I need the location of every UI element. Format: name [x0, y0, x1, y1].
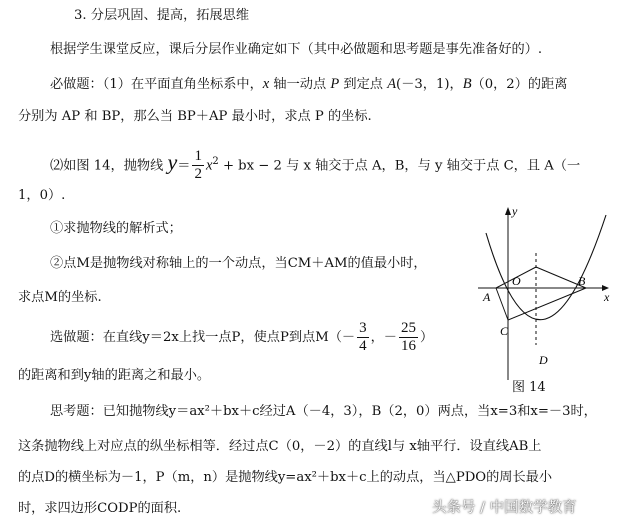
required-p2-line2: 1，0）.	[18, 188, 66, 203]
elective-line1: 选做题：在直线y＝2x上找一点P，使点P到点M（－ $\frac{3}{4}$ ，－ $\frac{25}{16}$ ）	[50, 320, 434, 354]
required-q2: ②点M是抛物线对称轴上的一个动点，当CM＋AM的值最小时，	[50, 256, 427, 271]
required-q2-line2: 求点M的坐标.	[18, 290, 102, 305]
label-d: D	[539, 353, 548, 367]
required-p1-line1: 必做题：（1）在平面直角坐标系中，x 轴一动点 P 到定点 A(－3，1)，B（0，2）的距离	[50, 76, 568, 92]
label-x: x	[604, 290, 610, 304]
intro-paragraph: 根据学生课堂反应，课后分层作业确定如下（其中必做题和思考题是事先准备好的）.	[50, 42, 543, 57]
segment-ac	[496, 288, 508, 320]
section-title: 3. 分层巩固、提高，拓展思维	[74, 8, 250, 23]
label-c: C	[500, 324, 509, 338]
label-y: y	[512, 205, 518, 218]
parabola-figure	[478, 205, 618, 380]
thinking-line2: 这条抛物线上对应点的纵坐标相等．经过点C（0，－2）的直线l与 x轴平行．设直线AB上	[18, 439, 542, 454]
thinking-line1: 思考题：已知抛物线y＝ax²＋bx＋c经过A（－4，3），B（2，0）两点，当x=3和x=－3时，	[50, 404, 597, 419]
thinking-line3: 的点D的横坐标为－1，P（m，n）是抛物线y=ax²＋bx＋c上的动点，当△PDO的周长最小	[18, 470, 553, 485]
fraction-25-16: $\frac{25}{16}$	[400, 320, 416, 354]
required-p1-line2: 分别为 AP 和 BP，那么当 BP＋AP 最小时，求点 P 的坐标.	[18, 109, 372, 124]
label-o: O	[512, 274, 521, 288]
elective-line2: 的距离和到y轴的距离之和最小。	[18, 368, 211, 383]
label-a: A	[483, 290, 491, 304]
segment-cb	[508, 288, 586, 320]
required-p2-line1: ⑵如图 14，抛物线 y＝ $\frac{1}{2}$ $x^2$ + bx − 2 与 x 轴交于点 A，B，与 y 轴交于点 C，且 A（一	[50, 148, 581, 183]
figure-caption: 图 14	[512, 380, 546, 395]
y-axis-arrow	[505, 207, 511, 215]
thinking-line4: 时，求四边形CODP的面积.	[18, 501, 182, 516]
required-q1: ①求抛物线的解析式；	[50, 221, 182, 236]
watermark: 头条号 / 中国数学教育	[432, 500, 577, 516]
fraction-three-quarters: $\frac{3}{4}$	[359, 320, 367, 354]
label-b: B	[578, 274, 586, 288]
fraction-one-half: $\frac{1}{2}$	[194, 148, 202, 183]
